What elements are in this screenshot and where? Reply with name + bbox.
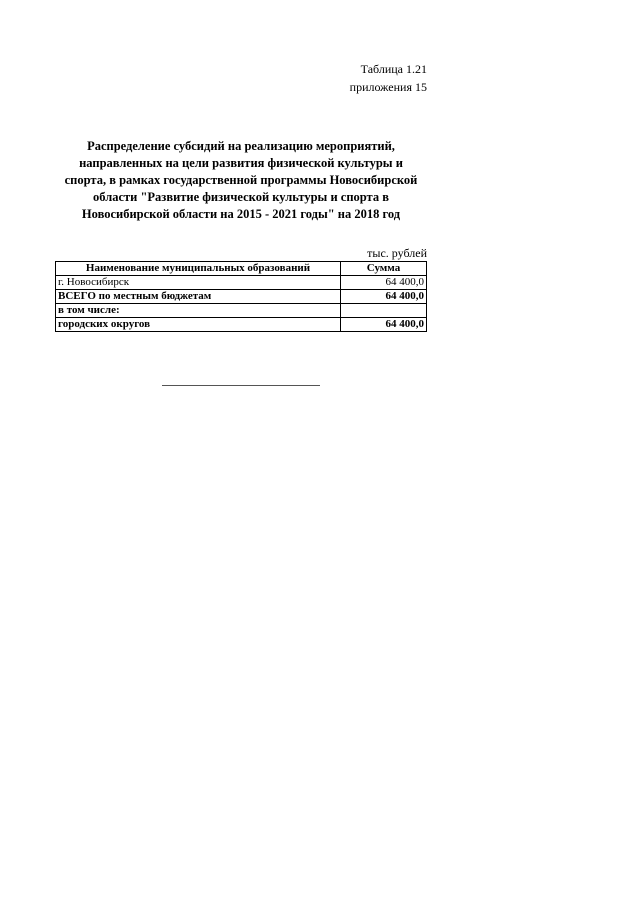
title-line: Новосибирской области на 2015 - 2021 годы" на 2018 год [81,207,401,221]
title-line: направленных на цели развития физической культуры и [79,156,403,170]
title-line: спорта, в рамках государственной программы Новосибирской [64,173,418,187]
column-header-amount: Сумма [341,262,427,276]
municipality-name: в том числе: [56,304,341,318]
table-reference [350,60,427,96]
amount-cell: 64 400,0 [341,290,427,304]
document-title [55,138,427,223]
title-line: Распределение субсидий на реализацию мероприятий, [87,139,395,153]
table-header-row [56,262,427,276]
municipality-name: ВСЕГО по местным бюджетам [56,290,341,304]
amount-cell: 64 400,0 [341,276,427,290]
amount-cell: 64 400,0 [341,318,427,332]
table-row-urban-districts [56,318,427,332]
municipality-name: г. Новосибирск [56,276,341,290]
title-line: области "Развитие физической культуры и спорта в [93,190,389,204]
separator-line [162,385,320,386]
amount-cell [341,304,427,318]
column-header-name: Наименование муниципальных образований [56,262,341,276]
appendix-number: приложения 15 [349,80,427,94]
subsidy-table [55,261,427,332]
table-row-total [56,290,427,304]
table-number: Таблица 1.21 [360,62,427,76]
units-label: тыс. рублей [367,246,427,260]
municipality-name: городских округов [56,318,341,332]
table-row-including [56,304,427,318]
table-row [56,276,427,290]
